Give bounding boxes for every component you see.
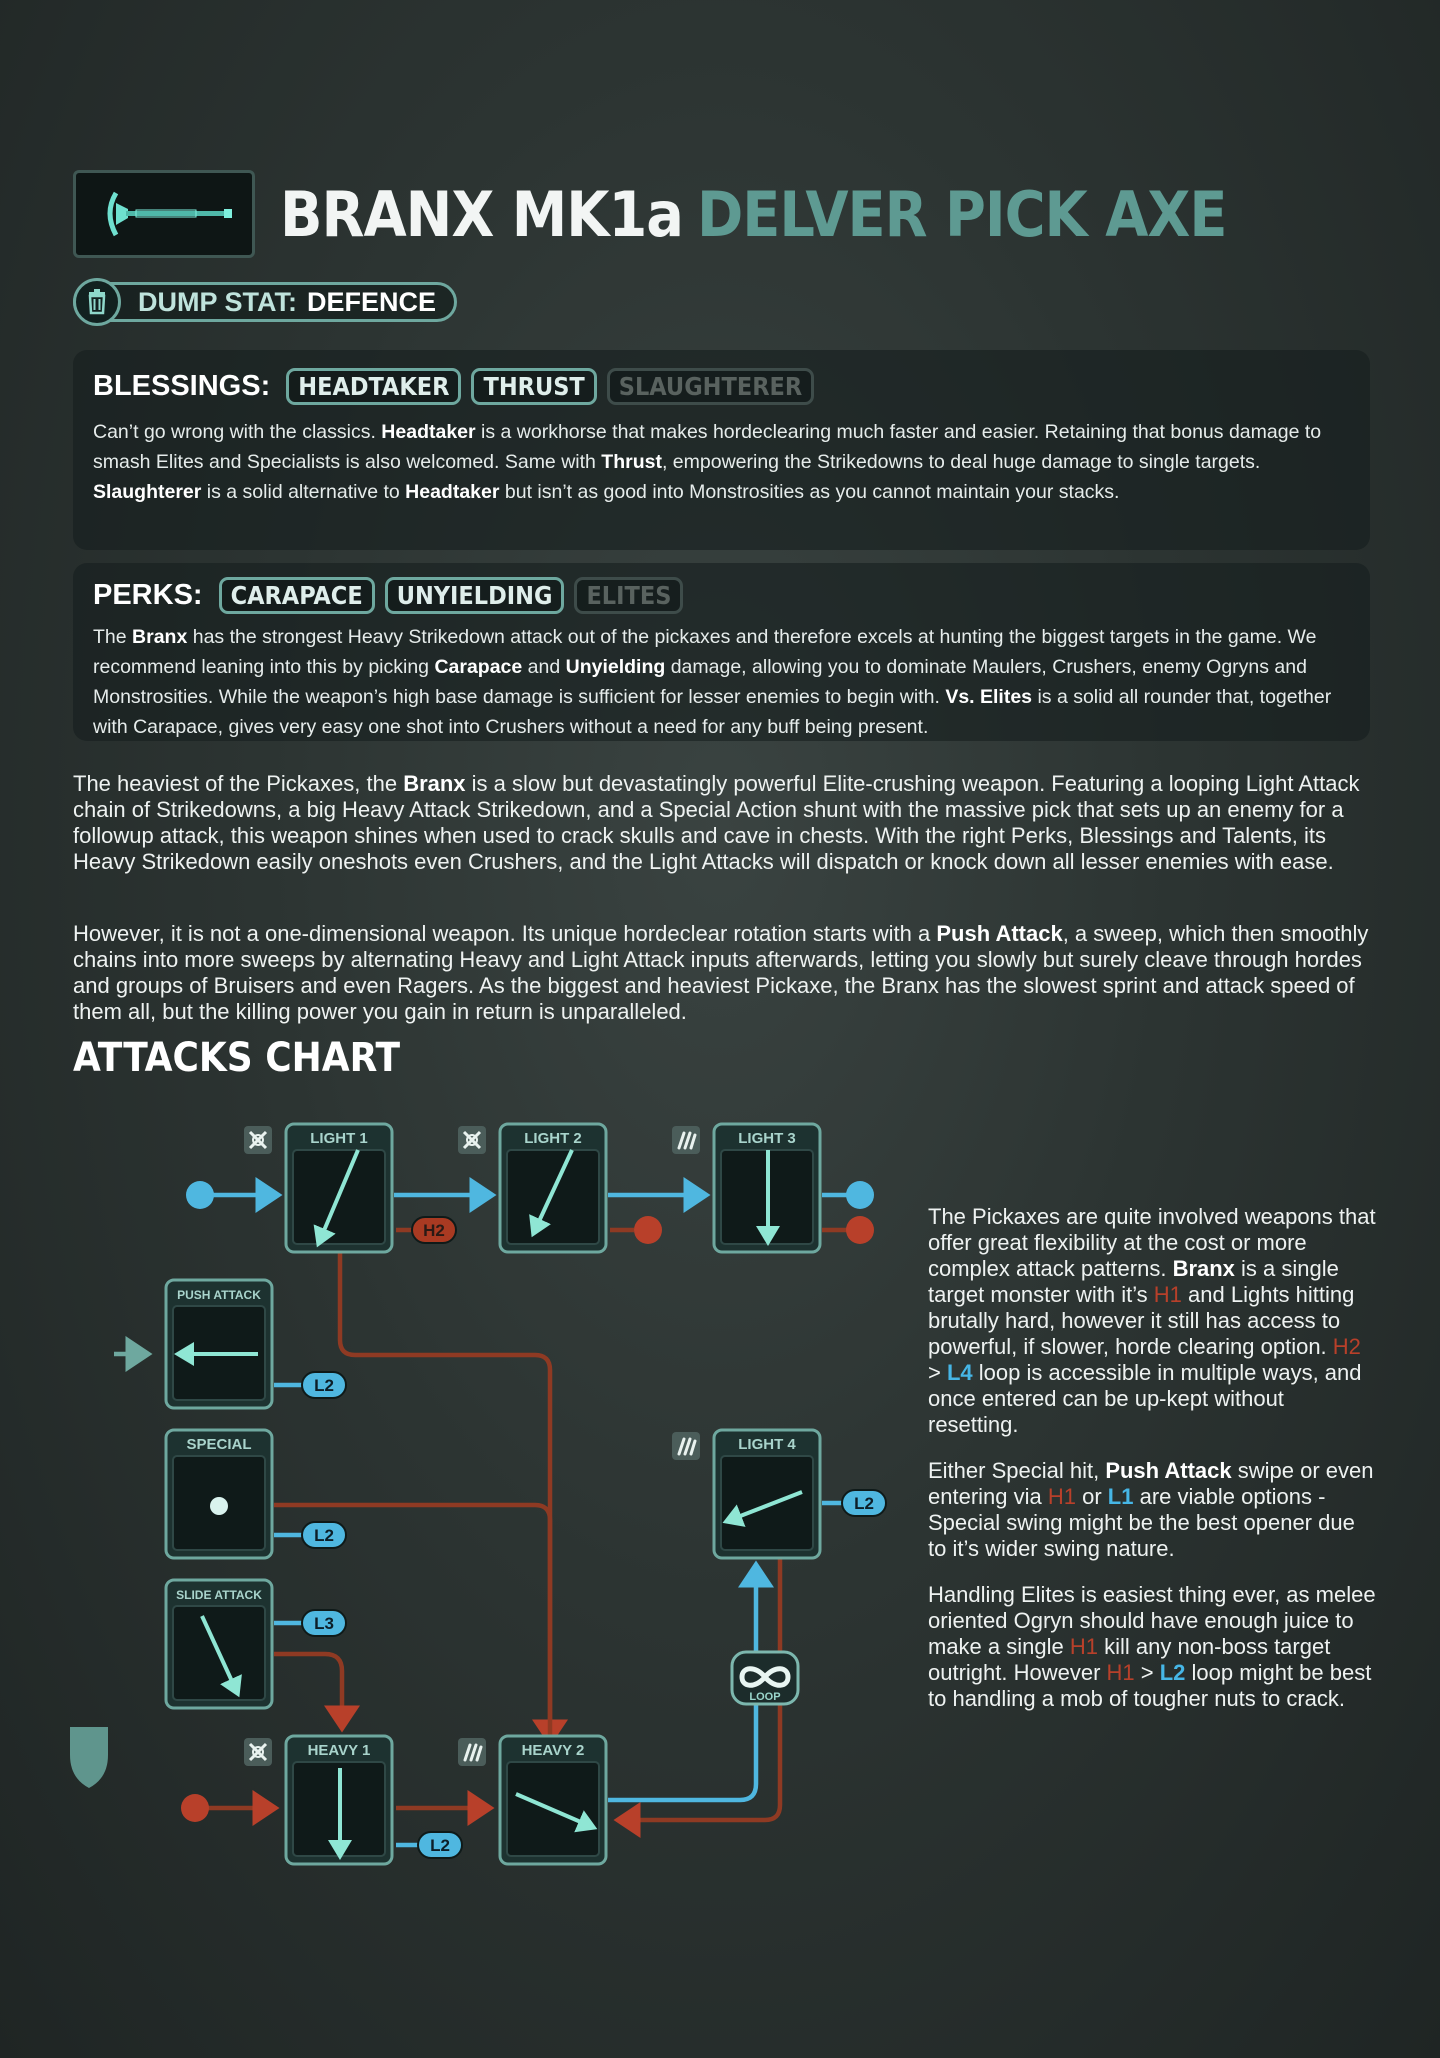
blessing-chip-headtaker: HEADTAKER [286,368,461,405]
node-dot [210,1497,228,1515]
perk-chip-carapace: CARAPACE [219,577,375,614]
tag-h2 [412,1217,456,1243]
node-light2 [458,1124,606,1252]
crossed-weapons-icon [244,1126,272,1154]
tag-label: L2 [430,1836,450,1855]
tag-label: L2 [854,1494,874,1513]
heavy-entry-dot [181,1794,209,1822]
light3-heavy-exit-dot [846,1216,874,1244]
node-label: LIGHT 4 [738,1436,796,1453]
loop-badge [732,1652,798,1704]
trash-icon [73,278,121,326]
node-push [166,1280,272,1408]
node-heavy2 [458,1736,606,1864]
perks-header [93,577,1350,614]
blessing-chip-slaughterer: SLAUGHTERER [607,368,814,405]
link-slide-to-heavy1 [274,1654,342,1728]
shield-icon [70,1727,108,1788]
node-label: SPECIAL [186,1436,252,1453]
blessings-header [93,368,1350,405]
tag-label: L2 [314,1376,334,1395]
node-screen [507,1150,599,1244]
crossed-weapons-icon [458,1126,486,1154]
side-note-2: Either Special hit, Push Attack swipe or even entering via H1 or L1 are viable options - Special swing might be the best opener due to it’s wider swing nature. [928,1458,1374,1561]
perks-panel [73,563,1370,741]
page-title [280,175,1227,255]
blessing-chip-thrust: THRUST [471,368,596,405]
claw-icon [672,1126,700,1154]
dump-stat-label: DUMP STAT: [138,286,297,317]
claw-icon [458,1738,486,1766]
intro-paragraph-2: However, it is not a one-dimensional weapon. Its unique hordeclear rotation starts with a Push Attack, a sweep, which then smoothly chains into more sweeps by alternating Heavy and Light Attack inputs afterwards, letting you slowly but surely cleave through hordes and groups of Bruisers and even Ragers. As the biggest and heaviest Pickaxe, the Branx has the slowest sprint and attack speed of them all, but the killing power you gain in return is unparalleled. [73,921,1369,1024]
node-special [166,1430,272,1558]
light3-light-exit-dot [846,1181,874,1209]
perks-description: The Branx has the strongest Heavy Strikedown attack out of the pickaxes and therefore excels at hunting the biggest targets in the game. We recommend leaning into this by picking Carapace and Unyielding damage, allowing you to dominate Maulers, Crushers, enemy Ogryns and Monstrosities. While the weapon’s high base damage is sufficient for lesser enemies to begin with. Vs. Elites is a solid all rounder that, together with Carapace, gives very easy one shot into Crushers without a need for any buff being present. [93,626,1332,738]
node-light4 [672,1430,820,1558]
node-heavy1 [244,1736,392,1864]
perk-chip-unyielding: UNYIELDING [385,577,565,614]
weapon-icon [73,170,255,258]
perks-label: PERKS: [93,579,203,611]
tag-l2 [302,1372,346,1398]
node-slide [166,1580,272,1708]
light2-heavy-dot [634,1216,662,1244]
tag-l3 [302,1610,346,1636]
title-weapon-name: BRANX MK1a [280,178,683,251]
crossed-weapons-icon [244,1738,272,1766]
tag-label: L2 [314,1526,334,1545]
link-light1-to-heavy2 [340,1252,550,1742]
loop-label: LOOP [749,1691,781,1703]
side-notes [928,1204,1378,1732]
dump-stat-value: DEFENCE [307,286,437,317]
node-light1 [244,1124,392,1252]
blessings-label: BLESSINGS: [93,370,271,402]
tag-l2 [842,1490,886,1516]
intro-paragraph-1: The heaviest of the Pickaxes, the Branx is a slow but devastatingly powerful Elite-crushing weapon. Featuring a looping Light Attack chain of Strikedowns, a big Heavy Attack Strikedown, and a Special Action shunt with the massive pick that sets up an enemy for a followup attack, this weapon shines when used to crack skulls and cave in chests. With the right Perks, Blessings and Talents, its Heavy Strikedown easily oneshots even Crushers, and the Light Attacks will dispatch or knock down all lesser enemies with ease. [73,771,1360,874]
node-label: LIGHT 1 [310,1130,368,1147]
light-entry-dot [186,1181,214,1209]
node-light3 [672,1124,820,1252]
tag-l2 [418,1832,462,1858]
node-label: PUSH ATTACK [177,1288,261,1302]
tag-label: L3 [314,1614,334,1633]
node-label: HEAVY 1 [307,1742,371,1759]
node-screen [721,1456,813,1550]
tag-l2 [302,1522,346,1548]
dump-stat-badge [73,282,457,322]
node-label: LIGHT 2 [524,1130,582,1147]
perk-chip-elites: ELITES [574,577,683,614]
node-label: SLIDE ATTACK [176,1588,262,1602]
tag-label: H2 [423,1221,445,1240]
node-label: LIGHT 3 [738,1130,796,1147]
side-note-3: Handling Elites is easiest thing ever, as melee oriented Ogryn should have enough juice to make a single H1 kill any non-boss target outright. However H1 > L2 loop might be best to handling a mob of tougher nuts to crack. [928,1582,1376,1711]
claw-icon [672,1432,700,1460]
node-label: HEAVY 2 [521,1742,585,1759]
side-note-1: The Pickaxes are quite involved weapons that offer great flexibility at the cost or more complex attack patterns. Branx is a single target monster with it’s H1 and Lights hitting brutally hard, however it still has access to powerful, if slower, horde clearing option. H2 > L4 loop is accessible in multiple ways, and once entered can be up-kept without resetting. [928,1204,1376,1437]
attacks-chart-heading: ATTACKS CHART [73,1035,401,1081]
title-weapon-type: DELVER PICK AXE [696,178,1227,251]
blessings-panel [73,350,1370,550]
blessings-description: Can’t go wrong with the classics. Headtaker is a workhorse that makes hordeclearing much faster and easier. Retaining that bonus damage to smash Elites and Specialists is also welcomed. Same with Thrust, empowering the Strikedowns to deal huge damage to single targets. Slaughterer is a solid alternative to Headtaker but isn’t as good into Monstrosities as you cannot maintain your stacks. [93,421,1322,503]
